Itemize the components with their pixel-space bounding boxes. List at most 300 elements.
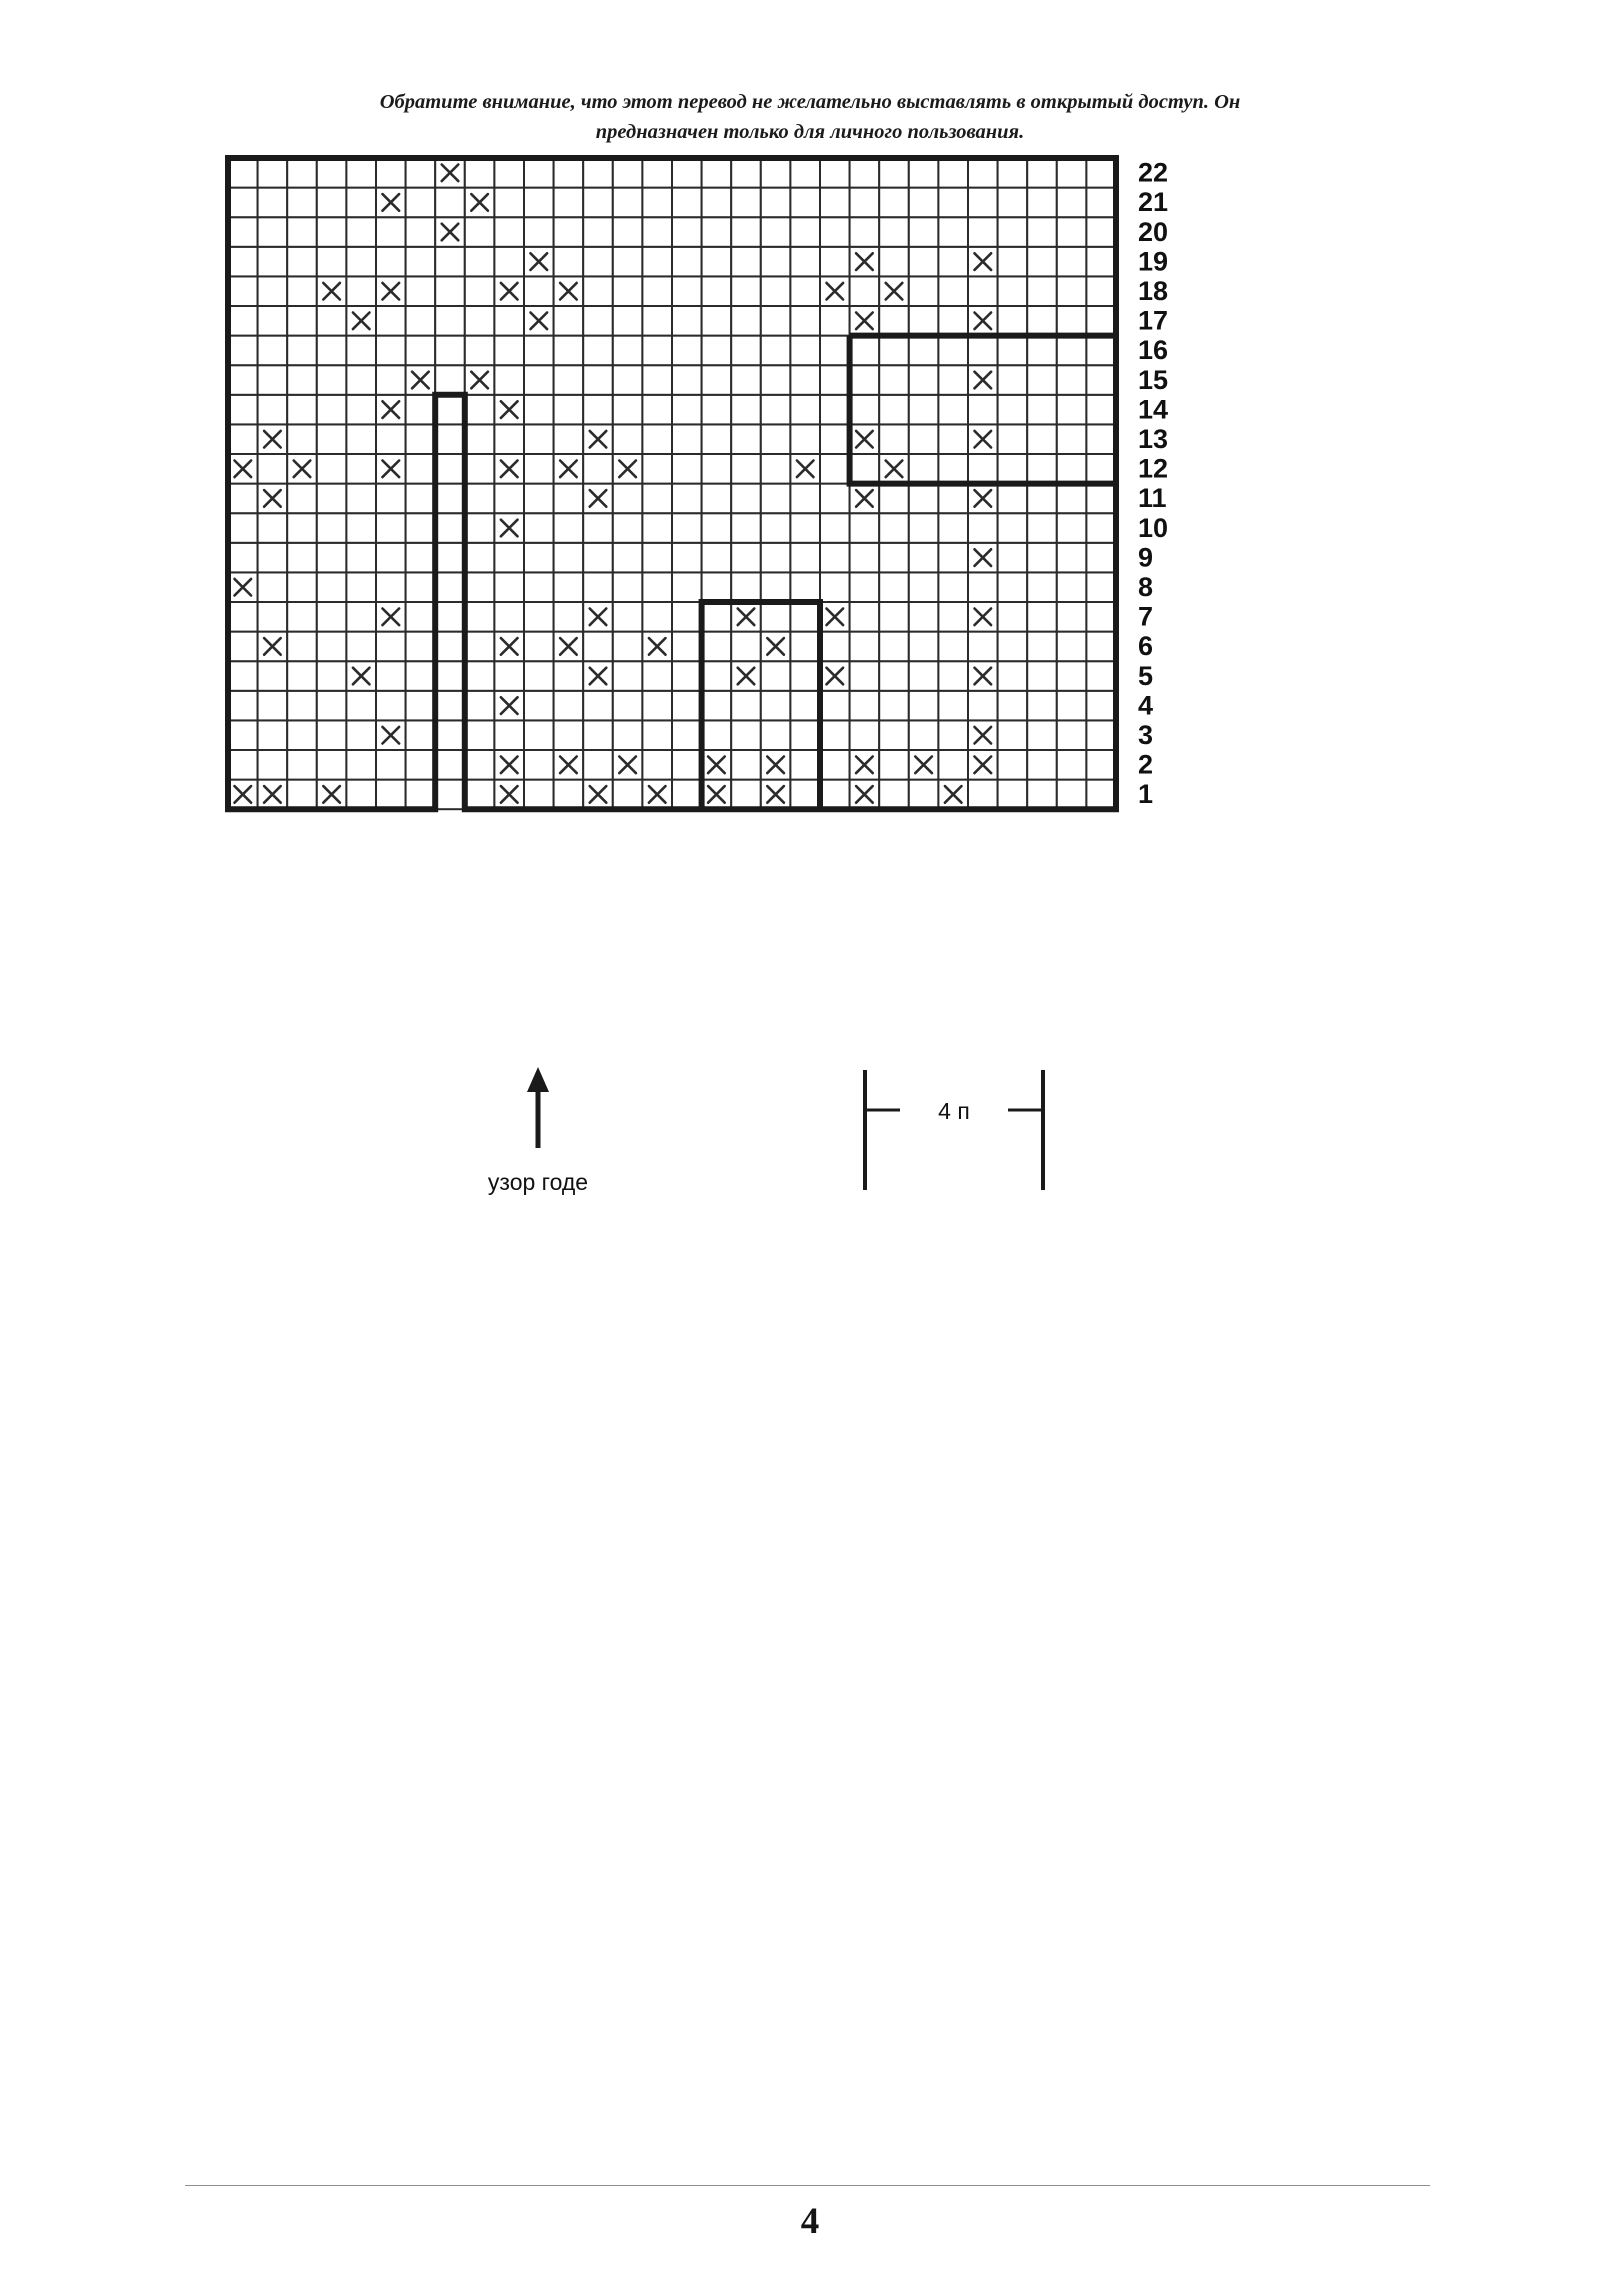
chart-cell <box>465 247 495 277</box>
chart-cell <box>435 661 465 691</box>
row-number: 2 <box>1138 749 1154 780</box>
chart-cell <box>1086 424 1116 454</box>
chart-cell <box>790 158 820 188</box>
chart-cell <box>790 217 820 247</box>
chart-cell <box>702 661 732 691</box>
chart-cell <box>909 158 939 188</box>
chart-cell <box>850 513 880 543</box>
chart-cell <box>820 158 850 188</box>
chart-cell <box>909 276 939 306</box>
chart-cell <box>583 454 613 484</box>
chart-cell <box>938 543 968 573</box>
chart-cell <box>1086 780 1116 810</box>
chart-cell <box>672 572 702 602</box>
chart-cell <box>465 424 495 454</box>
chart-cell <box>820 750 850 780</box>
chart-cell <box>642 188 672 218</box>
chart-cell <box>317 158 347 188</box>
chart-cell <box>258 661 288 691</box>
chart-cell <box>850 543 880 573</box>
chart-cell <box>909 365 939 395</box>
chart-cell <box>465 632 495 662</box>
note-line-1: Обратите внимание, что этот перевод не желательно выставлять в открытый доступ. Он <box>379 91 1241 113</box>
chart-cell <box>317 454 347 484</box>
row-number: 20 <box>1138 216 1169 247</box>
chart-cell <box>554 247 584 277</box>
chart-cell <box>998 720 1028 750</box>
chart-cell <box>1027 276 1057 306</box>
chart-cell <box>879 395 909 425</box>
row-number: 10 <box>1138 512 1169 543</box>
chart-cell <box>702 365 732 395</box>
chart-cell <box>465 276 495 306</box>
chart-cell <box>642 691 672 721</box>
chart-cell <box>435 720 465 750</box>
chart-cell <box>1027 720 1057 750</box>
chart-cell <box>642 543 672 573</box>
chart-cell <box>1057 395 1087 425</box>
chart-cell <box>672 395 702 425</box>
chart-cell <box>554 336 584 366</box>
chart-cell <box>968 188 998 218</box>
chart-cell <box>613 691 643 721</box>
chart-cell <box>1086 513 1116 543</box>
chart-cell <box>820 336 850 366</box>
chart-cell <box>790 543 820 573</box>
chart-cell <box>1086 188 1116 218</box>
chart-cell <box>702 572 732 602</box>
chart-cell <box>435 424 465 454</box>
chart-cell <box>317 720 347 750</box>
chart-cell <box>524 395 554 425</box>
chart-cell <box>879 424 909 454</box>
chart-cell <box>376 158 406 188</box>
chart-cell <box>1027 484 1057 514</box>
footer-divider <box>185 2185 1430 2186</box>
chart-cell <box>376 306 406 336</box>
chart-cell <box>998 454 1028 484</box>
chart-cell <box>406 158 436 188</box>
chart-cell <box>731 691 761 721</box>
chart-cell <box>731 395 761 425</box>
chart-cell <box>346 750 376 780</box>
chart-cell <box>524 336 554 366</box>
chart-cell <box>287 336 317 366</box>
row-number: 22 <box>1138 157 1169 188</box>
chart-cell <box>731 543 761 573</box>
chart-cell <box>820 720 850 750</box>
chart-cell <box>642 720 672 750</box>
chart-cell <box>346 276 376 306</box>
chart-cell <box>317 247 347 277</box>
chart-cell <box>228 720 258 750</box>
chart-cell <box>702 336 732 366</box>
chart-cell <box>317 217 347 247</box>
chart-cell <box>879 602 909 632</box>
chart-cell <box>346 691 376 721</box>
chart-cell <box>346 602 376 632</box>
chart-cell <box>494 188 524 218</box>
chart-cell <box>820 395 850 425</box>
chart-cell <box>938 336 968 366</box>
chart-cell <box>228 602 258 632</box>
chart-cell <box>938 750 968 780</box>
row-number: 1 <box>1138 779 1154 810</box>
chart-cell <box>731 158 761 188</box>
chart-cell <box>761 217 791 247</box>
chart-cell <box>435 750 465 780</box>
chart-cell <box>968 158 998 188</box>
chart-cell <box>938 691 968 721</box>
chart-cell <box>406 602 436 632</box>
chart-cell <box>938 158 968 188</box>
chart-cell <box>820 365 850 395</box>
row-number: 12 <box>1138 453 1169 484</box>
chart-cell <box>731 336 761 366</box>
chart-cell <box>406 188 436 218</box>
chart-cell <box>1057 158 1087 188</box>
chart-cell <box>1057 217 1087 247</box>
chart-cell <box>790 572 820 602</box>
chart-cell <box>406 217 436 247</box>
chart-cell <box>554 395 584 425</box>
chart-cell <box>317 395 347 425</box>
chart-cell <box>702 424 732 454</box>
chart-cell <box>583 750 613 780</box>
chart-cell <box>346 513 376 543</box>
chart-cell <box>820 780 850 810</box>
chart-cell <box>672 602 702 632</box>
chart-cell <box>938 217 968 247</box>
chart-cell <box>435 632 465 662</box>
chart-cell <box>731 572 761 602</box>
row-number: 9 <box>1138 542 1154 573</box>
chart-cell <box>790 306 820 336</box>
chart-cell <box>228 365 258 395</box>
chart-cell <box>820 543 850 573</box>
chart-cell <box>583 306 613 336</box>
chart-cell <box>879 158 909 188</box>
chart-cell <box>317 691 347 721</box>
chart-cell <box>790 602 820 632</box>
chart-cell <box>1057 661 1087 691</box>
row-number: 11 <box>1138 483 1167 514</box>
chart-cell <box>1086 691 1116 721</box>
chart-cell <box>968 572 998 602</box>
chart-cell <box>702 158 732 188</box>
chart-cell <box>850 336 880 366</box>
chart-cell <box>465 217 495 247</box>
chart-cell <box>968 780 998 810</box>
chart-cell <box>761 454 791 484</box>
chart-cell <box>702 484 732 514</box>
chart-cell <box>494 158 524 188</box>
chart-cell <box>524 780 554 810</box>
chart-cell <box>731 484 761 514</box>
chart-cell <box>850 188 880 218</box>
chart-cell <box>287 513 317 543</box>
chart-cell <box>228 276 258 306</box>
repeat-bracket <box>865 1070 1043 1190</box>
chart-cell <box>287 602 317 632</box>
chart-cell <box>613 247 643 277</box>
chart-cell <box>879 247 909 277</box>
chart-cell <box>465 661 495 691</box>
chart-cell <box>702 632 732 662</box>
chart-cell <box>554 691 584 721</box>
chart-cell <box>494 424 524 454</box>
chart-cell <box>702 306 732 336</box>
chart-cell <box>317 632 347 662</box>
chart-cell <box>583 632 613 662</box>
chart-cell <box>435 276 465 306</box>
chart-cell <box>761 188 791 218</box>
chart-cell <box>406 691 436 721</box>
chart-cell <box>406 513 436 543</box>
chart-cell <box>465 484 495 514</box>
chart-cell <box>790 188 820 218</box>
chart-cell <box>909 336 939 366</box>
chart-cell <box>524 750 554 780</box>
chart-cell <box>258 217 288 247</box>
chart-cell <box>317 661 347 691</box>
chart-cell <box>583 336 613 366</box>
chart-cell <box>761 395 791 425</box>
chart-cell <box>287 365 317 395</box>
chart-cell <box>435 188 465 218</box>
chart-cell <box>583 158 613 188</box>
chart-cell <box>879 661 909 691</box>
chart-cell <box>790 247 820 277</box>
chart-cell <box>642 424 672 454</box>
chart-cell <box>909 691 939 721</box>
chart-cell <box>1027 158 1057 188</box>
chart-cell <box>1057 247 1087 277</box>
chart-cell <box>1057 720 1087 750</box>
row-number: 5 <box>1138 660 1154 691</box>
chart-cell <box>672 276 702 306</box>
chart-cell <box>642 602 672 632</box>
chart-cell <box>435 513 465 543</box>
chart-cell <box>554 661 584 691</box>
row-number: 13 <box>1138 424 1169 454</box>
chart-cell <box>731 276 761 306</box>
chart-cell <box>1057 336 1087 366</box>
chart-cell <box>228 395 258 425</box>
chart-cell <box>672 513 702 543</box>
chart-cell <box>1086 336 1116 366</box>
chart-cell <box>376 365 406 395</box>
chart-cell <box>998 750 1028 780</box>
chart-cell <box>1027 188 1057 218</box>
chart-cell <box>850 454 880 484</box>
chart-cell <box>554 780 584 810</box>
chart-cell <box>672 661 702 691</box>
chart-cell <box>938 247 968 277</box>
chart-cell <box>790 336 820 366</box>
chart-cell <box>228 543 258 573</box>
chart-cell <box>613 543 643 573</box>
chart-cell <box>1057 513 1087 543</box>
chart-cell <box>346 424 376 454</box>
chart-cell <box>672 424 702 454</box>
chart-cell <box>287 247 317 277</box>
chart-cell <box>642 750 672 780</box>
chart-cell <box>879 484 909 514</box>
chart-cell <box>583 513 613 543</box>
chart-cell <box>879 720 909 750</box>
chart-cell <box>613 484 643 514</box>
chart-cell <box>879 336 909 366</box>
chart-cell <box>1027 602 1057 632</box>
chart-cell <box>790 720 820 750</box>
chart-cell <box>613 602 643 632</box>
chart-cell <box>583 395 613 425</box>
chart-cell <box>909 720 939 750</box>
chart-cell <box>1057 543 1087 573</box>
chart-cell <box>1086 276 1116 306</box>
chart-cell <box>642 247 672 277</box>
chart-cell <box>998 158 1028 188</box>
chart-cell <box>406 720 436 750</box>
chart-cell <box>731 306 761 336</box>
chart-cell <box>1027 247 1057 277</box>
chart-cell <box>376 513 406 543</box>
chart-cell <box>850 217 880 247</box>
chart-cell <box>672 217 702 247</box>
chart-cell <box>1057 454 1087 484</box>
chart-cell <box>465 454 495 484</box>
chart-cell <box>524 632 554 662</box>
chart-cell <box>909 632 939 662</box>
chart-cell <box>761 543 791 573</box>
row-number: 15 <box>1138 364 1169 395</box>
chart-cell <box>554 306 584 336</box>
chart-cell <box>465 750 495 780</box>
chart-cell <box>376 336 406 366</box>
chart-cell <box>938 424 968 454</box>
chart-cell <box>1086 484 1116 514</box>
chart-cell <box>583 247 613 277</box>
chart-cell <box>702 276 732 306</box>
chart-cell <box>879 691 909 721</box>
chart-cell <box>228 661 258 691</box>
chart-cell <box>228 424 258 454</box>
chart-cell <box>1057 276 1087 306</box>
chart-cell <box>672 780 702 810</box>
pattern-arrow <box>527 1067 549 1148</box>
chart-cell <box>465 543 495 573</box>
chart-cell <box>1027 543 1057 573</box>
chart-cell <box>583 188 613 218</box>
chart-cell <box>642 513 672 543</box>
chart-cell <box>435 602 465 632</box>
chart-cell <box>258 513 288 543</box>
chart-cell <box>761 158 791 188</box>
repeat-label: 4 п <box>938 1098 970 1124</box>
chart-cell <box>938 513 968 543</box>
row-number: 14 <box>1138 394 1169 425</box>
chart-cell <box>1057 306 1087 336</box>
chart-cell <box>406 336 436 366</box>
chart-cell <box>642 365 672 395</box>
chart-cell <box>613 276 643 306</box>
chart-cell <box>376 780 406 810</box>
chart-cell <box>998 572 1028 602</box>
chart-cell <box>968 454 998 484</box>
chart-cell <box>494 247 524 277</box>
chart-cell <box>406 661 436 691</box>
row-number: 17 <box>1138 305 1169 336</box>
chart-cell <box>287 572 317 602</box>
chart-cell <box>790 632 820 662</box>
chart-cell <box>1086 158 1116 188</box>
chart-cell <box>228 513 258 543</box>
chart-cell <box>790 513 820 543</box>
chart-cell <box>702 247 732 277</box>
chart-cell <box>258 691 288 721</box>
row-number: 6 <box>1138 631 1154 662</box>
chart-cell <box>613 158 643 188</box>
chart-cell <box>435 572 465 602</box>
chart-cell <box>850 365 880 395</box>
chart-cell <box>287 276 317 306</box>
chart-cell <box>702 395 732 425</box>
chart-cell <box>435 691 465 721</box>
chart-cell <box>494 365 524 395</box>
chart-cell <box>998 217 1028 247</box>
chart-cell <box>642 158 672 188</box>
chart-cell <box>258 543 288 573</box>
chart-cell <box>731 188 761 218</box>
chart-cell <box>731 247 761 277</box>
chart-cell <box>1027 780 1057 810</box>
chart-cell <box>938 572 968 602</box>
chart-cell <box>406 484 436 514</box>
chart-cell <box>258 188 288 218</box>
chart-cell <box>406 750 436 780</box>
chart-cell <box>731 217 761 247</box>
knitting-chart <box>0 157 1620 1310</box>
chart-cell <box>909 484 939 514</box>
chart-cell <box>1086 217 1116 247</box>
chart-cell <box>1086 602 1116 632</box>
chart-cell <box>258 720 288 750</box>
row-number: 7 <box>1138 601 1154 632</box>
chart-cell <box>317 188 347 218</box>
chart-cell <box>346 572 376 602</box>
row-number-column <box>1138 158 1168 810</box>
chart-cell <box>258 276 288 306</box>
chart-cell <box>761 276 791 306</box>
chart-cell <box>1027 661 1057 691</box>
chart-cell <box>998 632 1028 662</box>
chart-cell <box>672 484 702 514</box>
chart-cell <box>909 513 939 543</box>
chart-cell <box>258 602 288 632</box>
chart-cell <box>554 217 584 247</box>
chart-cell <box>494 543 524 573</box>
chart-cell <box>1086 395 1116 425</box>
chart-cell <box>406 543 436 573</box>
chart-cell <box>258 454 288 484</box>
chart-cell <box>761 336 791 366</box>
chart-cell <box>702 513 732 543</box>
chart-cell <box>1086 365 1116 395</box>
chart-cell <box>968 276 998 306</box>
chart-cell <box>376 572 406 602</box>
chart-cell <box>761 424 791 454</box>
